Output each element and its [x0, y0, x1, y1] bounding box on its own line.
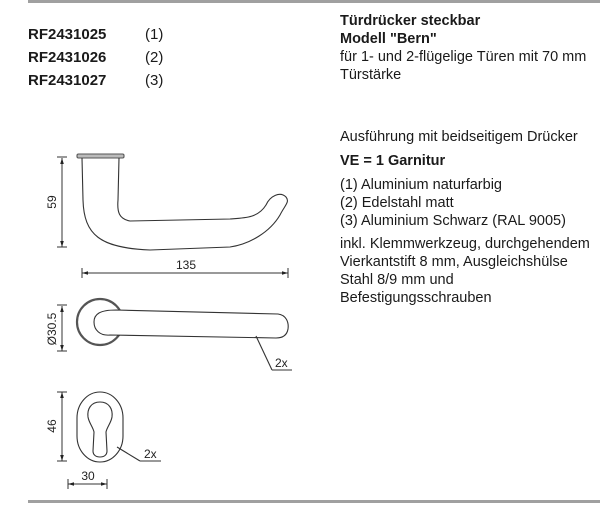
bottom-divider	[28, 500, 600, 503]
variant-ref: (2)	[145, 49, 164, 66]
variant-item: (2) Edelstahl matt	[340, 195, 454, 211]
dim-135: 135	[175, 258, 197, 272]
product-details	[340, 128, 600, 307]
article-number: RF2431025	[28, 26, 107, 43]
included-items: inkl. Klemmwerkzeug, durchgehendem Vierkantstift 8 mm, Ausgleichshülse Stahl 8/9 mm und Befestigungsschrauben	[340, 236, 590, 306]
handle-top-view	[77, 299, 292, 370]
product-model: Modell "Bern"	[340, 31, 437, 47]
variant-list	[340, 176, 600, 230]
execution-text: Ausführung mit beidseitigem Drücker	[340, 129, 578, 145]
variant-ref: (1)	[145, 26, 164, 43]
variant-item: (1) Aluminium naturfarbig	[340, 177, 502, 193]
dim-30: 30	[81, 469, 95, 483]
dim-diameter: Ø30.5	[45, 312, 59, 346]
article-number: RF2431027	[28, 72, 107, 89]
dim-46: 46	[45, 419, 59, 433]
handle-side-view	[77, 154, 287, 250]
variant-item: (3) Aluminium Schwarz (RAL 9005)	[340, 213, 566, 229]
handle-qty: 2x	[275, 356, 288, 370]
dimension-height-46	[45, 392, 67, 461]
product-title: Türdrücker steckbar	[340, 13, 481, 29]
variant-ref: (3)	[145, 72, 164, 89]
dimension-width-30	[68, 469, 107, 489]
escutcheon-qty: 2x	[144, 447, 157, 461]
dimension-diameter	[45, 305, 67, 351]
dimension-height-59	[45, 157, 67, 247]
dim-59: 59	[45, 195, 59, 209]
packaging-unit: VE = 1 Garnitur	[340, 153, 446, 169]
product-subtitle: für 1- und 2-flügelige Türen mit 70 mm Türstärke	[340, 49, 587, 83]
article-number: RF2431026	[28, 49, 107, 66]
dimension-length-135	[82, 258, 288, 278]
product-description	[340, 12, 600, 84]
